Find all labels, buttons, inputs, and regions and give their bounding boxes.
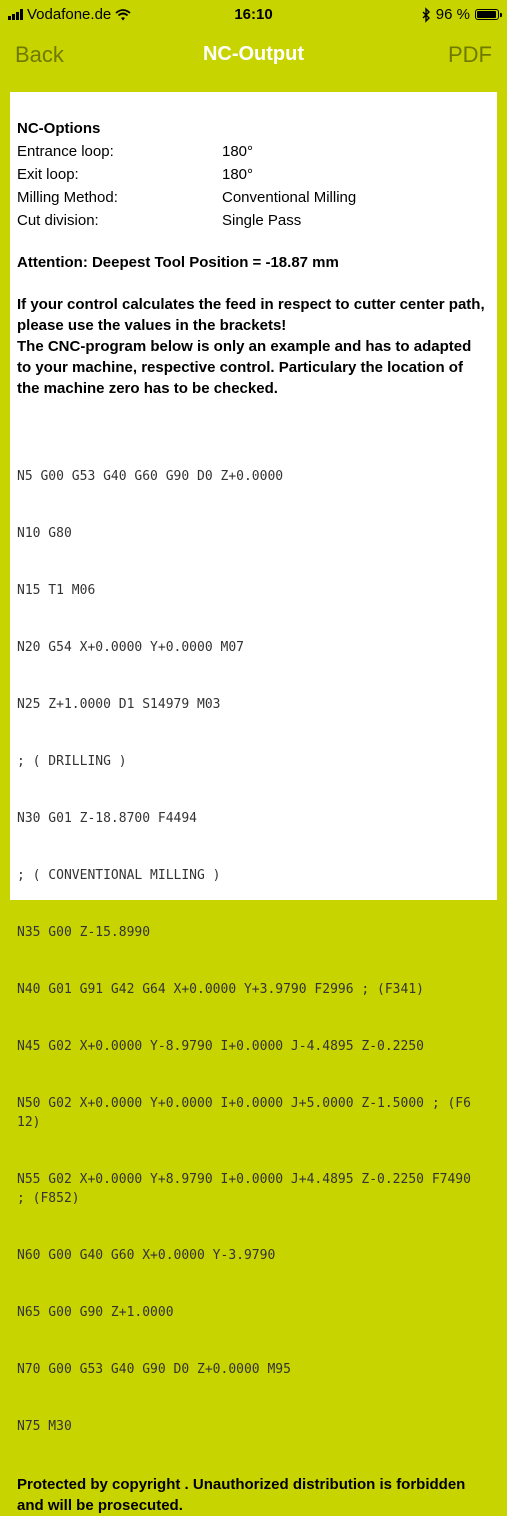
nc-line: N60 G00 G40 G60 X+0.0000 Y-3.9790 — [17, 1248, 276, 1263]
nc-line: N20 G54 X+0.0000 Y+0.0000 M07 — [17, 640, 244, 655]
copyright-notice: Protected by copyright . Unauthorized distribution is forbidden and will be prosecuted. — [17, 1476, 466, 1514]
option-label: Milling Method: — [17, 189, 118, 206]
back-button[interactable]: Back — [15, 42, 64, 67]
nc-line: N40 G01 G91 G42 G64 X+0.0000 Y+3.9790 F2996 ; (F341) — [17, 982, 424, 997]
option-row-cut-division — [17, 209, 497, 232]
nc-line: N75 M30 — [17, 1419, 72, 1434]
status-right — [422, 6, 499, 23]
nc-output-content[interactable] — [10, 92, 497, 1514]
option-row-entrance-loop — [17, 140, 497, 163]
nc-line: N30 G01 Z-18.8700 F4494 — [17, 811, 198, 826]
nc-line: N50 G02 X+0.0000 Y+0.0000 I+0.0000 J+5.0000 Z-1.5000 ; (F612) — [17, 1096, 471, 1130]
nc-line: ; ( DRILLING ) — [17, 754, 127, 769]
nc-line: N65 G00 G90 Z+1.0000 — [17, 1305, 174, 1320]
nc-line: N45 G02 X+0.0000 Y-8.9790 I+0.0000 J-4.4895 Z-0.2250 — [17, 1039, 424, 1054]
status-bar — [0, 0, 507, 30]
option-label: Entrance loop: — [17, 143, 114, 160]
option-row-milling-method — [17, 186, 497, 209]
nc-program-code — [17, 429, 479, 1474]
info-program-note: The CNC-program below is only an example and has to adapted to your machine, respective control. Particulary the location of the machine zero has to be checked. — [17, 338, 472, 397]
carrier-name: Vodafone.de — [27, 6, 112, 23]
nc-line: ; ( CONVENTIONAL MILLING ) — [17, 868, 221, 883]
page-title: NC-Output — [202, 43, 305, 65]
info-feed-note: If your control calculates the feed in respect to cutter center path, please use the values in the brackets! — [17, 296, 485, 334]
option-label: Cut division: — [17, 212, 99, 229]
nc-line: N70 G00 G53 G40 G90 D0 Z+0.0000 M95 — [17, 1362, 291, 1377]
option-value: 180° — [222, 143, 254, 160]
nc-line: N10 G80 — [17, 526, 72, 541]
attention-message: Attention: Deepest Tool Position = -18.87 mm — [17, 254, 339, 271]
option-label: Exit loop: — [17, 166, 79, 183]
pdf-button[interactable]: PDF — [448, 42, 492, 67]
option-value: Conventional Milling — [222, 189, 357, 206]
nc-line: N25 Z+1.0000 D1 S14979 M03 — [17, 697, 221, 712]
navigation-bar — [0, 30, 507, 88]
info-message — [17, 294, 487, 399]
nc-line: N55 G02 X+0.0000 Y+8.9790 I+0.0000 J+4.4895 Z-0.2250 F7490 ; (F852) — [17, 1172, 479, 1206]
nc-line: N5 G00 G53 G40 G60 G90 D0 Z+0.0000 — [17, 469, 284, 484]
nc-options-title: NC-Options — [17, 120, 101, 137]
bluetooth-icon — [422, 8, 431, 22]
nc-line: N35 G00 Z-15.8990 — [17, 925, 151, 940]
battery-icon — [475, 9, 499, 20]
nc-line: N15 T1 M06 — [17, 583, 96, 598]
battery-percent: 96 % — [435, 6, 470, 23]
option-value: Single Pass — [222, 212, 302, 229]
option-row-exit-loop — [17, 163, 497, 186]
status-time: 16:10 — [234, 6, 273, 23]
option-value: 180° — [222, 166, 254, 183]
